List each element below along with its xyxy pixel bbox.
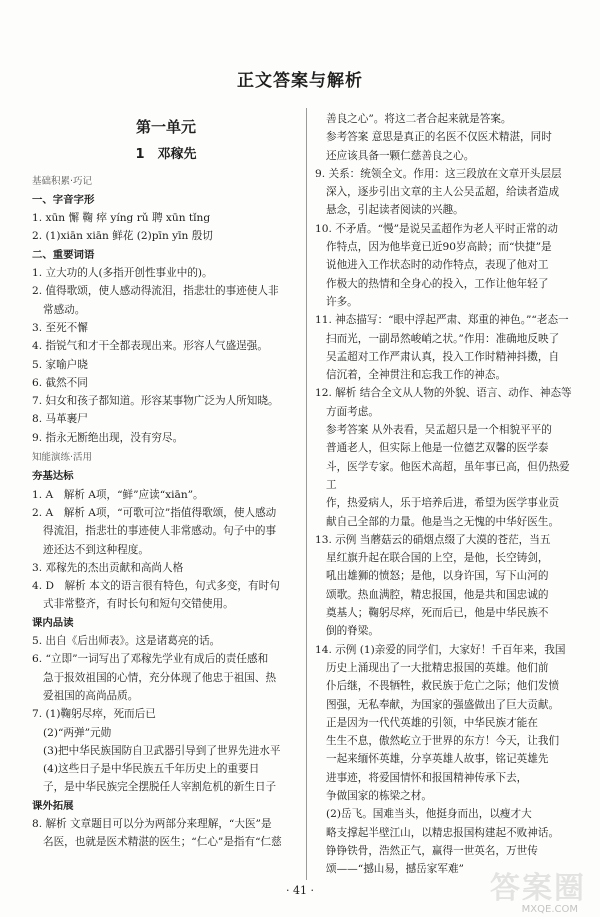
answer-line: 参考答案 意思是真正的名医不仅医术精湛，同时	[326, 131, 552, 144]
answer-line: 普通老人，但实际上他是一位德艺双馨的医学泰	[326, 442, 549, 455]
answer-line: 11. 神态描写：“眼中浮起严肃、郑重的神色。”“老态一	[315, 314, 569, 327]
answer-line: 12. 解析 结合全文从人物的外貌、语言、动作、神态等	[315, 387, 572, 400]
answer-line: 历史上涌现出了一大批精忠报国的英雄。他们前	[326, 661, 549, 674]
section-heading: 课外拓展	[32, 799, 74, 812]
answer-line: 14. 示例 (1)亲爱的同学们，大家好！千百年来，我国	[315, 643, 566, 656]
answer-line: 9. 指永无断绝出现，没有穷尽。	[32, 431, 184, 444]
answer-line: 参考答案 从外表看，吴孟超只是一个相貌平平的	[326, 424, 552, 437]
answer-line: 6. “立即”一词写出了邓稼先学业有成后的责任感和	[32, 653, 269, 666]
right-column	[315, 110, 577, 878]
answer-line: 2. (1)xiān xiān 鲜花 (2)pīn yīn 殷切	[32, 230, 213, 243]
answer-line: 斗，医学专家。他医术高超，虽年事已高，但仍热爱工	[326, 460, 570, 491]
unit-heading: 第一单元	[135, 118, 196, 136]
answer-line: 星红旗升起在联合国的上空，是他，长空铸剑，	[326, 552, 549, 565]
answer-line: 扫而光，一副昂然峻峭之状。”作用：准确地反映了	[326, 332, 560, 345]
section-tag: 知能演练·活用	[32, 452, 93, 464]
answer-line: 说他进入工作状态时的动作特点，表现了他对工	[326, 259, 549, 272]
answer-line: 3. 至死不懈	[32, 321, 88, 334]
answer-line: 仆后继，不畏牺牲，救民族于危亡之际；他们发愤	[326, 680, 560, 693]
answer-line: 4. D 解析 本文的语言很有特色，句式多变，有时句	[32, 580, 280, 593]
column-divider	[306, 108, 307, 880]
answer-line: 迹还达不到这种程度。	[43, 543, 149, 556]
answer-line: 5. 出自《后出师表》。这是诸葛亮的话。	[32, 635, 221, 648]
answer-line: 4. 指锐气和才干全都表现出来。形容人气盛逞强。	[32, 340, 268, 353]
answer-line: 8. 解析 文章题目可以分为两部分来理解，“大医”是	[32, 817, 272, 830]
section-heading: 二、重要词语	[32, 248, 95, 261]
answer-line: 作极大的热情和全身心的投入，工作让他年轻了	[326, 277, 549, 290]
page-title: 正文答案与解析	[237, 71, 363, 91]
answer-line: 13. 示例 当蘑菇云的硝烟点缀了大漠的苍茫，当五	[315, 533, 551, 546]
lesson-heading: 1 邓稼先	[135, 147, 197, 163]
answer-line: 还应该具备一颗仁慈善良之心。	[326, 149, 475, 162]
answer-line: 得流泪，指悲壮的事迹使人非常感动。句子中的事	[43, 525, 277, 538]
answer-line: 进事迹，将爱国情怀和报国精神传承下去，	[326, 771, 528, 784]
watermark-logo: 答案圈	[490, 871, 586, 906]
answer-line: 式非常整齐，有时长句和短句交错使用。	[43, 598, 234, 611]
answer-line: 吼出雄狮的愤怒；是他，以身许国，写下山河的	[326, 570, 549, 583]
answer-line: 争做国家的栋梁之材。	[326, 789, 432, 802]
watermark-url: MXQE.COM	[521, 904, 578, 915]
answer-line: 悬念，引起读者阅读的兴趣。	[326, 204, 464, 217]
answer-line: 7. 妇女和孩子都知道。形容某事物广泛为人所知晓。	[32, 395, 279, 408]
answer-line: 略支撑起半壁江山，以精忠报国构建起不败神话。	[326, 826, 560, 839]
answer-line: 急于报效祖国的心情，充分体现了他忠于祖国、热	[43, 671, 277, 684]
answer-line: 6. 截然不同	[32, 376, 88, 389]
answer-line: 9. 关系：统领全文。作用：这三段放在文章开头层层	[315, 167, 562, 180]
answer-line: 1. A 解析 A项，“鲜”应读“xiān”。	[32, 488, 204, 501]
answer-line: 颂——“撼山易，撼岳家军难”	[326, 863, 464, 876]
answer-line: 8. 马革裹尸	[32, 413, 88, 426]
answer-line: 7. (1)鞠躬尽瘁，死而后已	[32, 708, 156, 721]
answer-line: 深入，逐步引出文章的主人公吴孟超，给读者造成	[326, 186, 560, 199]
answer-line: 吴孟超对工作严肃认真，投入工作时精神抖擞，自	[326, 350, 560, 363]
answer-line: 图强，无私奉献，为国家的强盛做出了巨大贡献。	[326, 698, 560, 711]
answer-line: 爱祖国的高尚品质。	[43, 689, 139, 702]
section-heading: 一、字音字形	[32, 193, 95, 206]
answer-line: 名医，也就是医术精湛的医生；“仁心”是指有“仁慈	[43, 836, 282, 849]
answer-line: 正是因为一代代英雄的引领，中华民族才能在	[326, 716, 538, 729]
answer-line: 善良之心”。将这二者合起来就是答案。	[326, 113, 512, 125]
answer-line: 作，热爱病人，乐于培养后进，希望为医学事业贡	[326, 497, 560, 510]
answer-line: 2. 值得歌颂，使人感动得流泪，指悲壮的事迹使人非	[32, 285, 279, 298]
answer-line: (2)“两弹”元勋	[43, 726, 112, 739]
answer-line: 常感动。	[43, 303, 86, 316]
answer-line: 1. xūn 懈 鞠 瘁 yíng rǔ 聘 xūn tǐng	[32, 212, 211, 225]
answer-line: (4)这些日子是中华民族五千年历史上的重要日	[43, 763, 260, 776]
answer-line: 倒的脊梁。	[326, 625, 379, 638]
answer-line: 3. 邓稼先的杰出贡献和高尚人格	[32, 561, 184, 574]
answer-line: 献自己全部的力量。他是当之无愧的中华好医生。	[326, 515, 560, 528]
answer-line: 颂歌。热血满腔，精忠报国，他是共和国忠诚的	[326, 588, 549, 601]
answer-line: (2)岳飞。国难当头，他挺身而出，以瘦才大	[326, 808, 532, 821]
answer-line: 2. A 解析 A项，“可歌可泣”指值得歌颂，使人感动	[32, 506, 277, 519]
answer-line: 作特点，因为他毕竟已近90岁高龄；而“快捷”是	[326, 241, 552, 254]
answer-line: 1. 立大功的人(多指开创性事业中的)。	[32, 267, 213, 280]
section-heading: 课内品读	[32, 616, 74, 629]
page-number: · 41 ·	[286, 884, 314, 897]
section-heading: 夯基达标	[32, 470, 74, 483]
answer-line: 5. 家喻户晓	[32, 358, 88, 371]
answer-line: 许多。	[326, 295, 358, 308]
answer-line: 方面考虑。	[326, 405, 379, 418]
answer-line: 生生不息，傲然屹立于世界的东方！今天，让我们	[326, 735, 560, 748]
answer-line: 信沉着，全神贯注和忘我工作的神态。	[326, 369, 507, 382]
answer-line: 铮铮铁骨，浩然正气，赢得一世英名，万世传	[326, 844, 538, 857]
answer-line: 一起来缅怀英雄，分享英雄人故事，铭记英雄先	[326, 753, 549, 766]
answer-line: 子，是中华民族完全摆脱任人宰割危机的新生日子	[43, 781, 277, 794]
left-column	[32, 110, 300, 852]
answer-line: (3)把中华民族国防自卫武器引导到了世界先进水平	[43, 744, 281, 757]
answer-line: 奠基人；鞠躬尽瘁，死而后已，他是中华民族不	[326, 607, 549, 620]
answer-line: 10. 不矛盾。“慢”是说吴孟超作为老人平时正常的动	[315, 222, 558, 235]
section-tag: 基础积累·巧记	[32, 175, 93, 187]
